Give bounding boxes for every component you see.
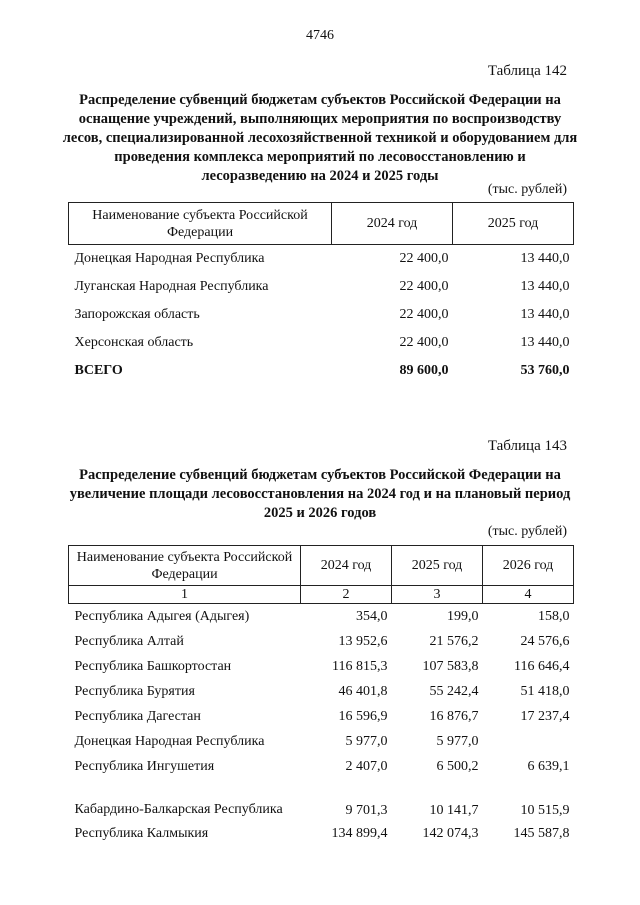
value-2024: 22 400,0	[399, 334, 449, 350]
value-2026: 17 237,4	[520, 709, 570, 724]
col-header-name: Наименование субъекта Российской Федерации	[69, 546, 301, 586]
table-143-units: (тыс. рублей)	[487, 524, 567, 539]
table-row	[69, 780, 574, 822]
value-2026: 116 646,4	[514, 659, 570, 674]
region-name: Республика Башкортостан	[74, 659, 232, 674]
total-2024: 89 600,0	[399, 362, 449, 378]
col-number: 4	[483, 586, 574, 604]
value-2024: 2 407,0	[345, 759, 388, 774]
table-row	[69, 822, 574, 846]
value-2025: 6 500,2	[436, 759, 479, 774]
region-name: Республика Бурятия	[74, 684, 195, 699]
value-2024: 22 400,0	[399, 278, 449, 294]
value-2024: 116 815,3	[332, 659, 388, 674]
value-2026	[483, 730, 574, 755]
region-name: Луганская Народная Республика	[74, 278, 269, 294]
value-2025: 13 440,0	[520, 306, 570, 322]
table-row	[69, 680, 574, 705]
table-header-row	[69, 546, 574, 586]
value-2024: 5 977,0	[345, 734, 388, 749]
region-name: Запорожская область	[74, 306, 200, 322]
column-number-row	[69, 586, 574, 604]
table-row	[69, 655, 574, 680]
value-2024: 46 401,8	[338, 684, 388, 699]
value-2024: 9 701,3	[345, 802, 388, 818]
value-2025: 13 440,0	[520, 250, 570, 266]
region-name: Республика Алтай	[74, 634, 184, 649]
table-row	[69, 604, 574, 630]
col-header-2025: 2025 год	[453, 203, 574, 245]
value-2025: 16 876,7	[429, 709, 479, 724]
col-header-2025: 2025 год	[392, 546, 483, 586]
value-2024: 134 899,4	[331, 825, 388, 841]
value-2026: 24 576,6	[520, 634, 570, 649]
value-2026: 51 418,0	[520, 684, 570, 699]
table-row	[69, 273, 574, 301]
region-name: Донецкая Народная Республика	[74, 734, 265, 749]
table-row	[69, 730, 574, 755]
value-2024: 22 400,0	[399, 306, 449, 322]
table-row	[69, 705, 574, 730]
table-142-title: Распределение субвенций бюджетам субъектов Российской Федерации на оснащение учреждений, выполняющих мероприятия по воспроизводству лесов, специализированной лесохозяйственной техникой и оборудованием для проведения комплекса мероприятий по лесовосстановлению и лесоразведению на 2024 и 2025 годы	[62, 92, 578, 184]
table-142-units: (тыс. рублей)	[487, 182, 567, 197]
value-2026: 158,0	[538, 608, 570, 624]
value-2025: 5 977,0	[436, 734, 479, 749]
col-header-name: Наименование субъекта Российской Федерации	[69, 203, 332, 245]
value-2025: 199,0	[447, 608, 479, 624]
value-2025: 142 074,3	[422, 825, 479, 841]
region-name: Донецкая Народная Республика	[74, 250, 265, 266]
region-name: Республика Дагестан	[74, 709, 201, 724]
table-142	[68, 202, 574, 385]
value-2024: 354,0	[356, 608, 388, 624]
col-header-2026: 2026 год	[483, 546, 574, 586]
table-142-label: Таблица 142	[487, 63, 567, 79]
table-row	[69, 630, 574, 655]
value-2024: 13 952,6	[338, 634, 388, 649]
value-2025: 55 242,4	[429, 684, 479, 699]
region-name: Херсонская область	[74, 334, 194, 350]
value-2024: 22 400,0	[399, 250, 449, 266]
region-name: Республика Калмыкия	[74, 825, 209, 841]
table-row	[69, 755, 574, 780]
value-2025: 13 440,0	[520, 334, 570, 350]
value-2025: 107 583,8	[422, 659, 479, 674]
table-row	[69, 329, 574, 357]
value-2025: 10 141,7	[429, 802, 479, 818]
value-2025: 21 576,2	[429, 634, 479, 649]
value-2026: 6 639,1	[527, 759, 570, 774]
region-name: Республика Адыгея (Адыгея)	[74, 608, 250, 624]
table-143-label: Таблица 143	[487, 438, 567, 454]
total-2025: 53 760,0	[520, 362, 570, 378]
table-143-title: Распределение субвенций бюджетам субъектов Российской Федерации на увеличение площади лесовосстановления на 2024 год и на плановый период 2025 и 2026 годов	[69, 467, 571, 521]
total-row	[69, 357, 574, 385]
value-2026: 145 587,8	[513, 825, 570, 841]
total-label: ВСЕГО	[74, 362, 123, 378]
value-2024: 16 596,9	[338, 709, 388, 724]
value-2025: 13 440,0	[520, 278, 570, 294]
col-number: 2	[301, 586, 392, 604]
page-number: 4746	[306, 28, 334, 43]
region-name: Республика Ингушетия	[74, 759, 215, 774]
col-number: 1	[69, 586, 301, 604]
table-143	[68, 545, 574, 846]
col-header-2024: 2024 год	[332, 203, 453, 245]
table-row	[69, 301, 574, 329]
col-number: 3	[392, 586, 483, 604]
value-2026: 10 515,9	[520, 802, 570, 818]
region-name: Кабардино-Балкарская Республика	[74, 801, 283, 817]
table-header-row	[69, 203, 574, 245]
col-header-2024: 2024 год	[301, 546, 392, 586]
table-row	[69, 245, 574, 273]
